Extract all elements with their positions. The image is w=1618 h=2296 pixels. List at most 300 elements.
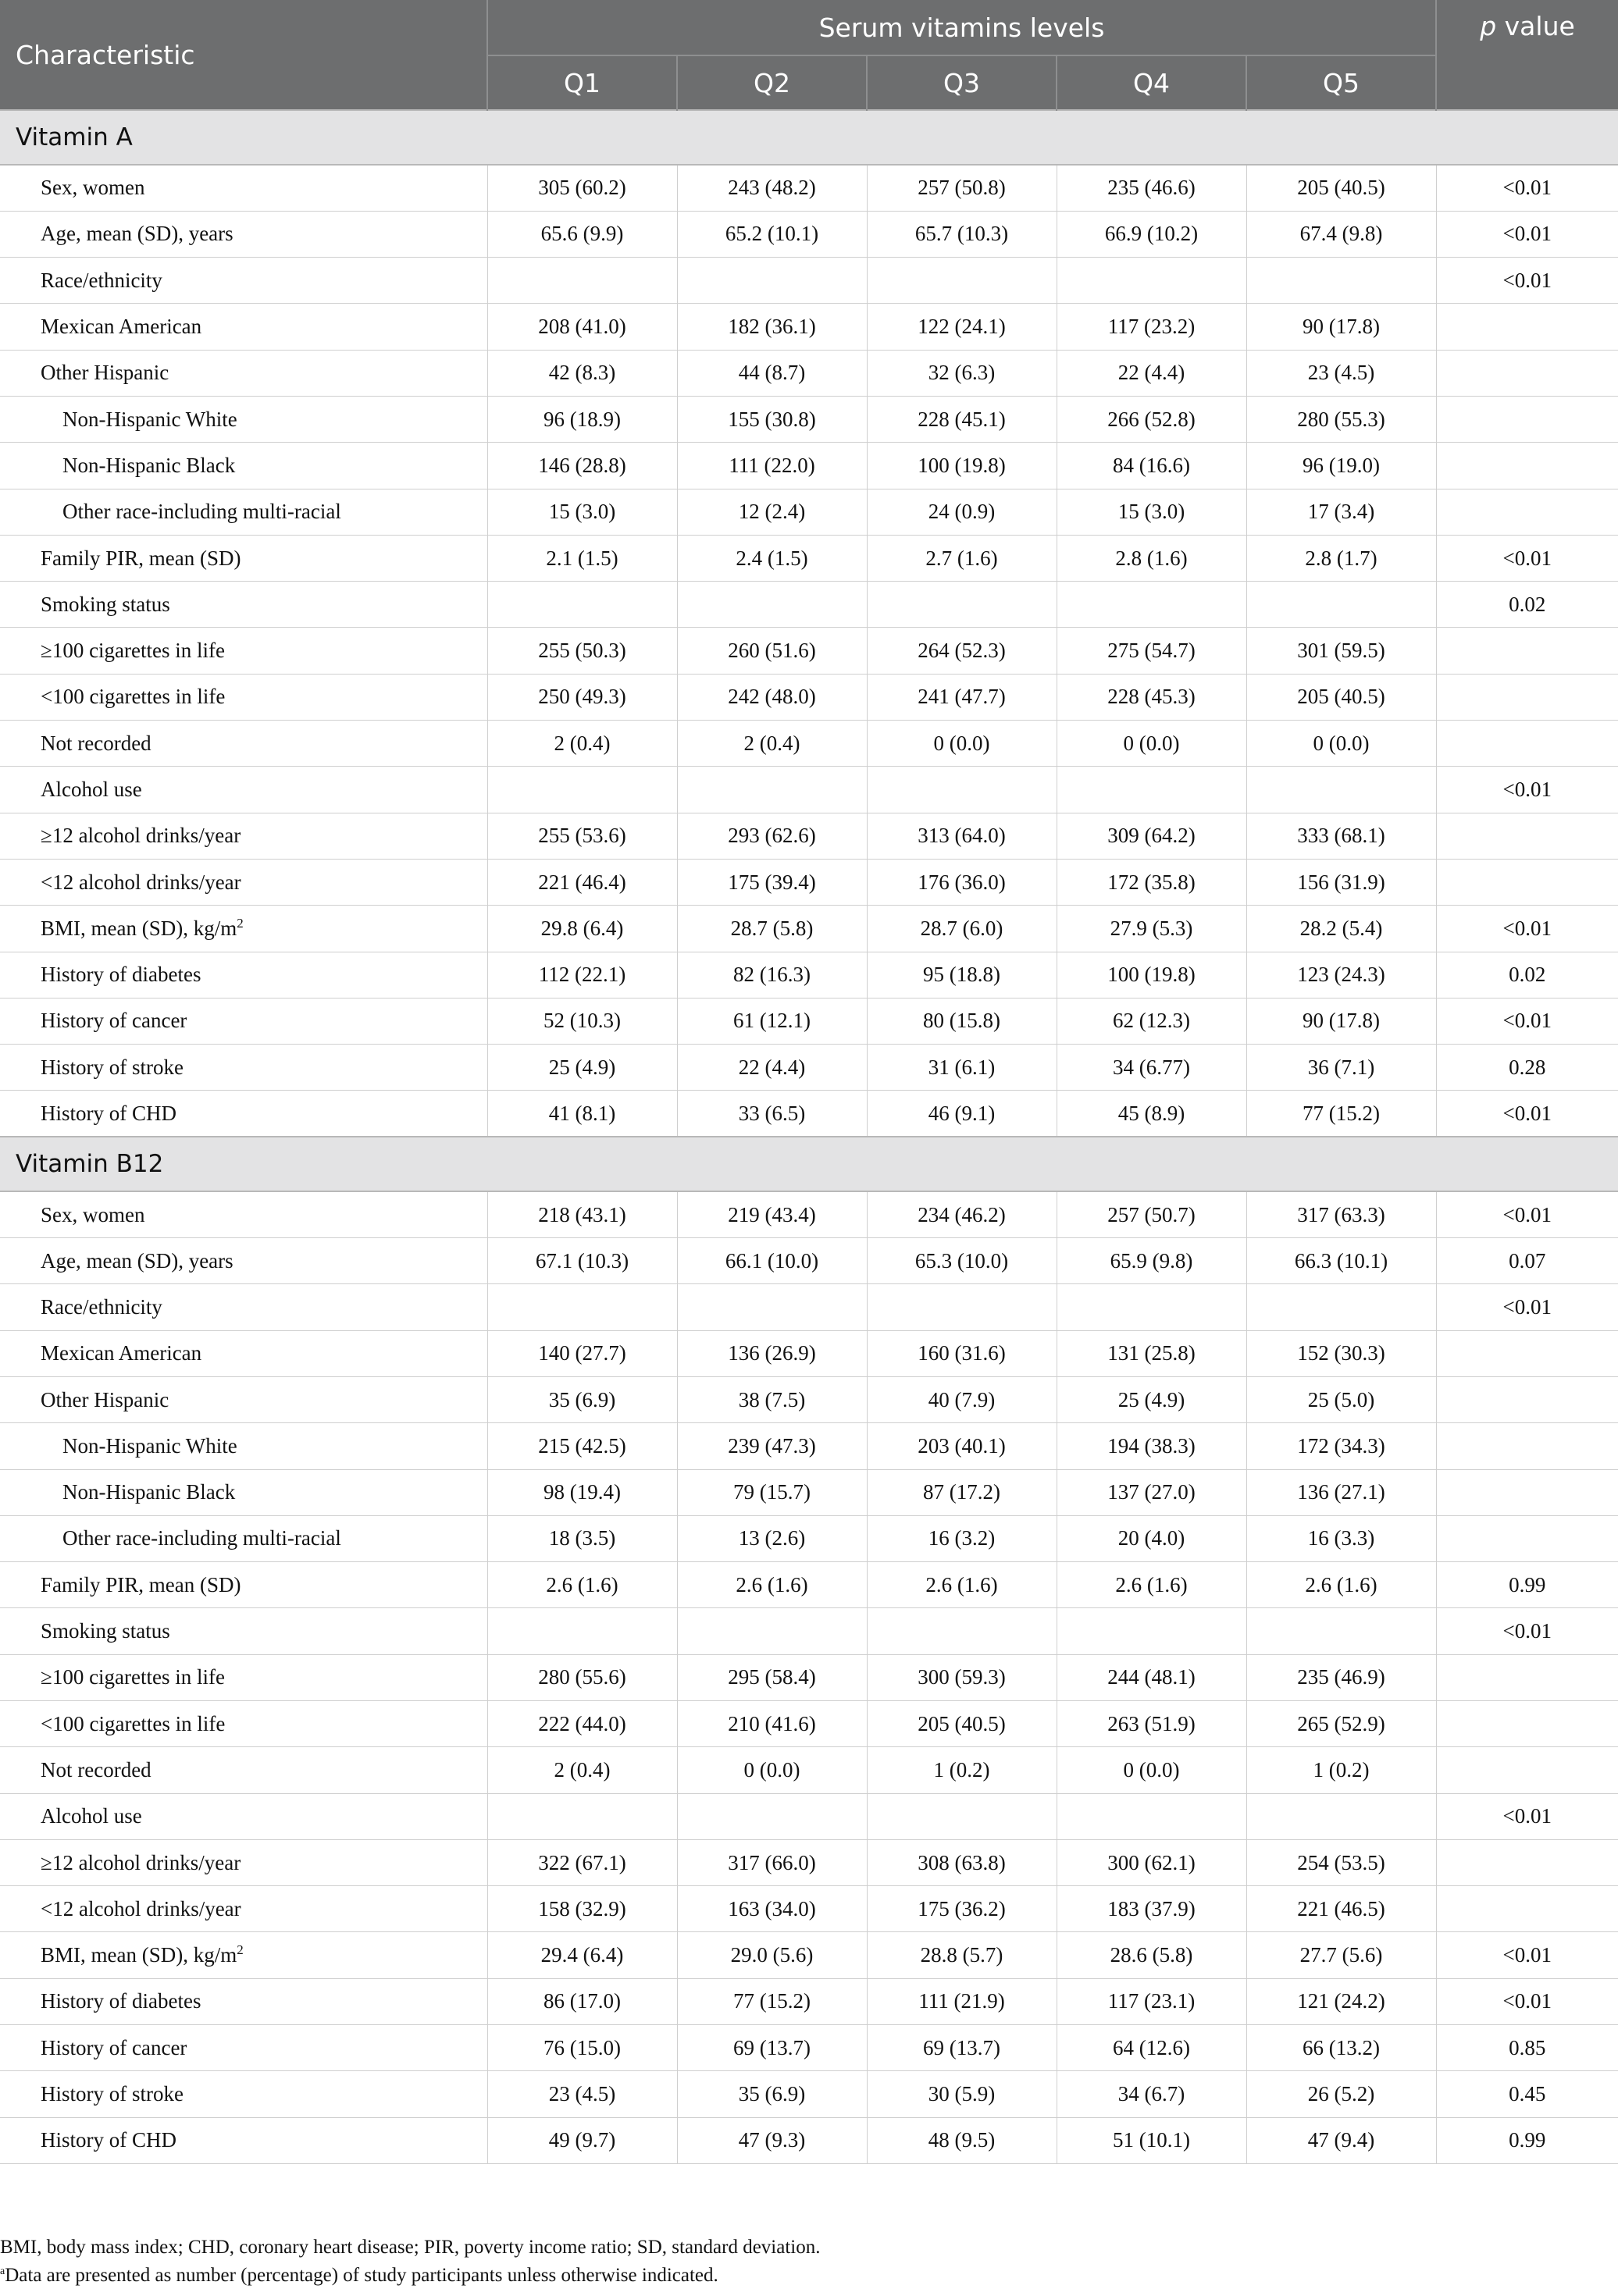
cell-q2: 136 (26.9)	[677, 1330, 867, 1376]
row-label-cell	[0, 1284, 487, 1330]
cell-q2: 243 (48.2)	[677, 165, 867, 211]
cell-q3: 28.7 (6.0)	[867, 906, 1057, 952]
header-q1: Q1	[487, 55, 677, 110]
cell-q4	[1057, 767, 1246, 813]
cell-q4: 27.9 (5.3)	[1057, 906, 1246, 952]
cell-p-value: <0.01	[1436, 211, 1618, 257]
row-label-cell	[0, 721, 487, 767]
section-header-row	[0, 110, 1618, 165]
row-label-cell	[0, 906, 487, 952]
row-label-cell	[0, 304, 487, 350]
cell-q4	[1057, 1284, 1246, 1330]
cell-q2	[677, 258, 867, 304]
cell-q4: 0 (0.0)	[1057, 1747, 1246, 1793]
cell-q5: 205 (40.5)	[1246, 674, 1436, 720]
cell-q4: 51 (10.1)	[1057, 2117, 1246, 2163]
cell-p-value: 0.85	[1436, 2025, 1618, 2071]
cell-q5: 1 (0.2)	[1246, 1747, 1436, 1793]
cell-q3: 16 (3.2)	[867, 1515, 1057, 1561]
row-label: History of stroke	[41, 1055, 184, 1079]
table-row	[0, 1515, 1618, 1561]
cell-q5: 156 (31.9)	[1246, 859, 1436, 905]
table-row	[0, 1191, 1618, 1237]
cell-q3: 257 (50.8)	[867, 165, 1057, 211]
cell-q4: 66.9 (10.2)	[1057, 211, 1246, 257]
cell-q2: 69 (13.7)	[677, 2025, 867, 2071]
cell-q2	[677, 1284, 867, 1330]
row-label-cell	[0, 674, 487, 720]
cell-p-value	[1436, 350, 1618, 396]
table-row	[0, 998, 1618, 1044]
cell-q3: 308 (63.8)	[867, 1839, 1057, 1885]
cell-q5: 123 (24.3)	[1246, 952, 1436, 998]
cell-p-value	[1436, 1423, 1618, 1469]
row-label: ≥12 alcohol drinks/year	[41, 824, 241, 848]
table-row	[0, 767, 1618, 813]
cell-q2: 2.6 (1.6)	[677, 1562, 867, 1608]
cell-q5: 333 (68.1)	[1246, 813, 1436, 859]
cell-q5: 66 (13.2)	[1246, 2025, 1436, 2071]
row-label: History of diabetes	[41, 1989, 201, 2013]
cell-q1: 25 (4.9)	[487, 1045, 677, 1091]
cell-q2: 12 (2.4)	[677, 489, 867, 535]
row-label: Sex, women	[41, 176, 145, 200]
table-row	[0, 1701, 1618, 1747]
cell-q3	[867, 258, 1057, 304]
cell-q5	[1246, 582, 1436, 628]
cell-q1	[487, 258, 677, 304]
row-label: History of CHD	[41, 1101, 176, 1125]
table-row	[0, 1932, 1618, 1978]
row-label: Age, mean (SD), years	[41, 222, 233, 246]
cell-q2: 295 (58.4)	[677, 1654, 867, 1700]
row-label-cell	[0, 443, 487, 489]
table-row	[0, 1423, 1618, 1469]
row-label-superscript: 2	[237, 915, 244, 931]
cell-q1: 146 (28.8)	[487, 443, 677, 489]
cell-p-value	[1436, 813, 1618, 859]
row-label: Mexican American	[41, 315, 202, 339]
row-label: BMI, mean (SD), kg/m	[41, 916, 237, 940]
cell-p-value	[1436, 1886, 1618, 1932]
cell-q3: 203 (40.1)	[867, 1423, 1057, 1469]
cell-q2: 242 (48.0)	[677, 674, 867, 720]
cell-q1	[487, 1284, 677, 1330]
header-q2: Q2	[677, 55, 867, 110]
cell-q1: 67.1 (10.3)	[487, 1238, 677, 1284]
row-label: Sex, women	[41, 1202, 145, 1226]
row-label-cell	[0, 1654, 487, 1700]
cell-q1: 208 (41.0)	[487, 304, 677, 350]
cell-q4: 137 (27.0)	[1057, 1469, 1246, 1515]
cell-q5: 280 (55.3)	[1246, 396, 1436, 442]
cell-q3: 28.8 (5.7)	[867, 1932, 1057, 1978]
cell-q3	[867, 1284, 1057, 1330]
cell-q1: 23 (4.5)	[487, 2071, 677, 2117]
cell-q1: 255 (53.6)	[487, 813, 677, 859]
cell-q4: 2.8 (1.6)	[1057, 535, 1246, 581]
row-label-cell	[0, 1562, 487, 1608]
row-label: Smoking status	[41, 1619, 170, 1643]
cell-q2	[677, 1793, 867, 1839]
table-row	[0, 1978, 1618, 2024]
row-label-cell	[0, 165, 487, 211]
table-row	[0, 1469, 1618, 1515]
cell-q1: 65.6 (9.9)	[487, 211, 677, 257]
table-row	[0, 304, 1618, 350]
section-title: Vitamin B12	[0, 1137, 1618, 1191]
row-label-cell	[0, 582, 487, 628]
cell-q1: 52 (10.3)	[487, 998, 677, 1044]
cell-p-value	[1436, 1839, 1618, 1885]
cell-q2: 2 (0.4)	[677, 721, 867, 767]
cell-p-value: <0.01	[1436, 165, 1618, 211]
cell-p-value	[1436, 443, 1618, 489]
row-label: <100 cigarettes in life	[41, 685, 226, 709]
cell-p-value	[1436, 1376, 1618, 1422]
cell-q3: 1 (0.2)	[867, 1747, 1057, 1793]
cell-p-value: 0.28	[1436, 1045, 1618, 1091]
cell-q2: 65.2 (10.1)	[677, 211, 867, 257]
cell-q5: 221 (46.5)	[1246, 1886, 1436, 1932]
row-label-cell	[0, 1608, 487, 1654]
table-header	[0, 0, 1618, 110]
row-label-cell	[0, 1932, 487, 1978]
cell-q5: 301 (59.5)	[1246, 628, 1436, 674]
cell-q1: 2 (0.4)	[487, 721, 677, 767]
cell-q2: 79 (15.7)	[677, 1469, 867, 1515]
cell-q3: 241 (47.7)	[867, 674, 1057, 720]
cell-q2: 82 (16.3)	[677, 952, 867, 998]
cell-q1: 98 (19.4)	[487, 1469, 677, 1515]
row-label: Alcohol use	[41, 778, 142, 801]
cell-q1: 18 (3.5)	[487, 1515, 677, 1561]
cell-q3: 176 (36.0)	[867, 859, 1057, 905]
cell-q2: 293 (62.6)	[677, 813, 867, 859]
cell-q1: 86 (17.0)	[487, 1978, 677, 2024]
cell-q5	[1246, 1608, 1436, 1654]
cell-q4: 22 (4.4)	[1057, 350, 1246, 396]
cell-q1: 2.6 (1.6)	[487, 1562, 677, 1608]
header-q3: Q3	[867, 55, 1057, 110]
cell-q4: 34 (6.77)	[1057, 1045, 1246, 1091]
row-label: ≥12 alcohol drinks/year	[41, 1850, 241, 1874]
row-label-cell	[0, 1423, 487, 1469]
row-label-cell	[0, 1886, 487, 1932]
row-label: Alcohol use	[41, 1804, 142, 1828]
table-row	[0, 1608, 1618, 1654]
cell-q3: 32 (6.3)	[867, 350, 1057, 396]
cell-q4: 309 (64.2)	[1057, 813, 1246, 859]
row-label-cell	[0, 2117, 487, 2163]
row-label: Non-Hispanic White	[62, 1433, 237, 1458]
cell-q1: 305 (60.2)	[487, 165, 677, 211]
cell-q2	[677, 767, 867, 813]
cell-q2: 61 (12.1)	[677, 998, 867, 1044]
cell-q2	[677, 1608, 867, 1654]
row-label-cell	[0, 1330, 487, 1376]
cell-q1	[487, 582, 677, 628]
cell-q2: 44 (8.7)	[677, 350, 867, 396]
cell-q4: 300 (62.1)	[1057, 1839, 1246, 1885]
row-label-cell	[0, 1191, 487, 1237]
row-label: History of cancer	[41, 2035, 187, 2059]
cell-q4: 34 (6.7)	[1057, 2071, 1246, 2117]
table-row	[0, 1654, 1618, 1700]
table-row	[0, 396, 1618, 442]
row-label-cell	[0, 1793, 487, 1839]
cell-q4	[1057, 1793, 1246, 1839]
cell-q2: 22 (4.4)	[677, 1045, 867, 1091]
cell-q2: 219 (43.4)	[677, 1191, 867, 1237]
cell-q1: 2.1 (1.5)	[487, 535, 677, 581]
row-label: History of CHD	[41, 2128, 176, 2152]
cell-p-value: 0.99	[1436, 2117, 1618, 2163]
cell-q3: 30 (5.9)	[867, 2071, 1057, 2117]
cell-p-value	[1436, 304, 1618, 350]
row-label-cell	[0, 1747, 487, 1793]
cell-q5: 2.8 (1.7)	[1246, 535, 1436, 581]
header-p-value	[1436, 0, 1618, 110]
cell-q4: 266 (52.8)	[1057, 396, 1246, 442]
cell-q3: 69 (13.7)	[867, 2025, 1057, 2071]
cell-q3: 228 (45.1)	[867, 396, 1057, 442]
table-row	[0, 628, 1618, 674]
row-label: Family PIR, mean (SD)	[41, 1572, 241, 1597]
table-row	[0, 2117, 1618, 2163]
cell-p-value	[1436, 674, 1618, 720]
table-row	[0, 1238, 1618, 1284]
table-row	[0, 211, 1618, 257]
cell-q4: 244 (48.1)	[1057, 1654, 1246, 1700]
row-label-cell	[0, 396, 487, 442]
cell-q3: 111 (21.9)	[867, 1978, 1057, 2024]
cell-q1: 221 (46.4)	[487, 859, 677, 905]
row-label: Other race-including multi-racial	[62, 500, 341, 524]
cell-p-value: <0.01	[1436, 906, 1618, 952]
cell-q1: 96 (18.9)	[487, 396, 677, 442]
cell-q4: 183 (37.9)	[1057, 1886, 1246, 1932]
cell-q2: 28.7 (5.8)	[677, 906, 867, 952]
row-label: Other Hispanic	[41, 1387, 169, 1411]
cell-q5	[1246, 1793, 1436, 1839]
section-header-row	[0, 1137, 1618, 1191]
cell-q4: 117 (23.1)	[1057, 1978, 1246, 2024]
row-label-cell	[0, 859, 487, 905]
cell-p-value: <0.01	[1436, 1932, 1618, 1978]
cell-q1: 2 (0.4)	[487, 1747, 677, 1793]
cell-q5	[1246, 1284, 1436, 1330]
cell-p-value: <0.01	[1436, 258, 1618, 304]
table-row	[0, 1091, 1618, 1137]
table-row	[0, 1793, 1618, 1839]
cell-q5: 26 (5.2)	[1246, 2071, 1436, 2117]
row-label: Not recorded	[41, 731, 151, 755]
cell-p-value	[1436, 1747, 1618, 1793]
cell-q5: 96 (19.0)	[1246, 443, 1436, 489]
row-label-cell	[0, 258, 487, 304]
row-label: Smoking status	[41, 592, 170, 616]
cell-p-value: 0.45	[1436, 2071, 1618, 2117]
row-label: <100 cigarettes in life	[41, 1711, 226, 1735]
cell-q1: 158 (32.9)	[487, 1886, 677, 1932]
footnote-note-text: Data are presented as number (percentage) of study participants unless otherwise indicated.	[5, 2265, 718, 2286]
table-row	[0, 813, 1618, 859]
cell-q4: 263 (51.9)	[1057, 1701, 1246, 1747]
table-row	[0, 1747, 1618, 1793]
table-row	[0, 2071, 1618, 2117]
row-label-cell	[0, 767, 487, 813]
cell-q2: 2.4 (1.5)	[677, 535, 867, 581]
row-label: Race/ethnicity	[41, 268, 162, 292]
cell-q1: 41 (8.1)	[487, 1091, 677, 1137]
cell-q4: 235 (46.6)	[1057, 165, 1246, 211]
cell-q5: 0 (0.0)	[1246, 721, 1436, 767]
cell-q3: 87 (17.2)	[867, 1469, 1057, 1515]
cell-p-value	[1436, 1654, 1618, 1700]
row-label: Non-Hispanic White	[62, 407, 237, 431]
row-label-superscript: 2	[237, 1942, 244, 1958]
cell-q4: 257 (50.7)	[1057, 1191, 1246, 1237]
cell-p-value	[1436, 1469, 1618, 1515]
row-label: Race/ethnicity	[41, 1294, 162, 1319]
cell-q3: 40 (7.9)	[867, 1376, 1057, 1422]
cell-q3	[867, 582, 1057, 628]
row-label: Age, mean (SD), years	[41, 1248, 233, 1273]
cell-q3: 31 (6.1)	[867, 1045, 1057, 1091]
cell-q4: 65.9 (9.8)	[1057, 1238, 1246, 1284]
cell-p-value: <0.01	[1436, 1793, 1618, 1839]
cell-p-value	[1436, 396, 1618, 442]
row-label-cell	[0, 489, 487, 535]
cell-q2: 182 (36.1)	[677, 304, 867, 350]
row-label: Other Hispanic	[41, 361, 169, 385]
header-p-rest: value	[1496, 11, 1575, 41]
table-row	[0, 350, 1618, 396]
row-label-cell	[0, 350, 487, 396]
cell-q5: 67.4 (9.8)	[1246, 211, 1436, 257]
cell-q2: 239 (47.3)	[677, 1423, 867, 1469]
cell-q4: 275 (54.7)	[1057, 628, 1246, 674]
cell-p-value: <0.01	[1436, 1284, 1618, 1330]
cell-q2: 33 (6.5)	[677, 1091, 867, 1137]
cell-q1: 222 (44.0)	[487, 1701, 677, 1747]
table-row	[0, 1839, 1618, 1885]
cell-q2: 47 (9.3)	[677, 2117, 867, 2163]
cell-q5: 172 (34.3)	[1246, 1423, 1436, 1469]
header-q4: Q4	[1057, 55, 1246, 110]
table-row	[0, 582, 1618, 628]
cell-q5: 90 (17.8)	[1246, 998, 1436, 1044]
cell-q5: 121 (24.2)	[1246, 1978, 1436, 2024]
cell-q3: 300 (59.3)	[867, 1654, 1057, 1700]
cell-p-value: <0.01	[1436, 1978, 1618, 2024]
table-row	[0, 721, 1618, 767]
cell-q2: 163 (34.0)	[677, 1886, 867, 1932]
row-label-cell	[0, 1045, 487, 1091]
cell-q5	[1246, 767, 1436, 813]
cell-p-value: 0.02	[1436, 952, 1618, 998]
cell-q1: 29.8 (6.4)	[487, 906, 677, 952]
cell-p-value	[1436, 1701, 1618, 1747]
cell-p-value	[1436, 489, 1618, 535]
header-q5: Q5	[1246, 55, 1436, 110]
cell-q5: 152 (30.3)	[1246, 1330, 1436, 1376]
table-row	[0, 859, 1618, 905]
row-label-cell	[0, 1978, 487, 2024]
table-row	[0, 165, 1618, 211]
cell-q5: 254 (53.5)	[1246, 1839, 1436, 1885]
row-label: Other race-including multi-racial	[62, 1526, 341, 1550]
footnote-marker: a	[0, 2266, 5, 2277]
cell-q2: 77 (15.2)	[677, 1978, 867, 2024]
table-body	[0, 110, 1618, 2163]
table-row	[0, 674, 1618, 720]
row-label: ≥100 cigarettes in life	[41, 639, 225, 663]
cell-q2: 38 (7.5)	[677, 1376, 867, 1422]
table-row	[0, 1886, 1618, 1932]
cell-q4: 28.6 (5.8)	[1057, 1932, 1246, 1978]
cell-q3: 46 (9.1)	[867, 1091, 1057, 1137]
cell-q1: 255 (50.3)	[487, 628, 677, 674]
cell-q1: 42 (8.3)	[487, 350, 677, 396]
cell-q1: 35 (6.9)	[487, 1376, 677, 1422]
row-label: ≥100 cigarettes in life	[41, 1665, 225, 1689]
cell-q1: 112 (22.1)	[487, 952, 677, 998]
cell-q4	[1057, 1608, 1246, 1654]
cell-q5: 47 (9.4)	[1246, 2117, 1436, 2163]
row-label: History of cancer	[41, 1009, 187, 1033]
cell-q5: 66.3 (10.1)	[1246, 1238, 1436, 1284]
section-title: Vitamin A	[0, 110, 1618, 165]
cell-q1	[487, 767, 677, 813]
header-serum-vitamins-levels: Serum vitamins levels	[487, 0, 1436, 55]
table-row	[0, 443, 1618, 489]
cell-q4: 45 (8.9)	[1057, 1091, 1246, 1137]
table-row	[0, 489, 1618, 535]
cell-q1: 49 (9.7)	[487, 2117, 677, 2163]
cell-q1: 140 (27.7)	[487, 1330, 677, 1376]
cell-q2: 29.0 (5.6)	[677, 1932, 867, 1978]
row-label-cell	[0, 1376, 487, 1422]
cell-q5: 77 (15.2)	[1246, 1091, 1436, 1137]
cell-p-value: <0.01	[1436, 998, 1618, 1044]
row-label-cell	[0, 998, 487, 1044]
row-label-cell	[0, 813, 487, 859]
cell-q5: 28.2 (5.4)	[1246, 906, 1436, 952]
cell-q3: 2.7 (1.6)	[867, 535, 1057, 581]
cell-q3: 234 (46.2)	[867, 1191, 1057, 1237]
row-label: Family PIR, mean (SD)	[41, 546, 241, 570]
cell-q4: 62 (12.3)	[1057, 998, 1246, 1044]
cell-q3: 160 (31.6)	[867, 1330, 1057, 1376]
cell-p-value: <0.01	[1436, 1608, 1618, 1654]
row-label-cell	[0, 1701, 487, 1747]
cell-q2	[677, 582, 867, 628]
footnote-abbreviations: BMI, body mass index; CHD, coronary heart disease; PIR, poverty income ratio; SD, standard deviation.	[0, 2237, 821, 2258]
cell-q2: 111 (22.0)	[677, 443, 867, 489]
table-row	[0, 258, 1618, 304]
cell-q5: 16 (3.3)	[1246, 1515, 1436, 1561]
row-label: <12 alcohol drinks/year	[41, 870, 241, 894]
cell-q2: 260 (51.6)	[677, 628, 867, 674]
cell-q4: 20 (4.0)	[1057, 1515, 1246, 1561]
cell-q4	[1057, 582, 1246, 628]
table-row	[0, 2025, 1618, 2071]
table-row	[0, 1562, 1618, 1608]
table-row	[0, 1045, 1618, 1091]
row-label: History of diabetes	[41, 963, 201, 987]
